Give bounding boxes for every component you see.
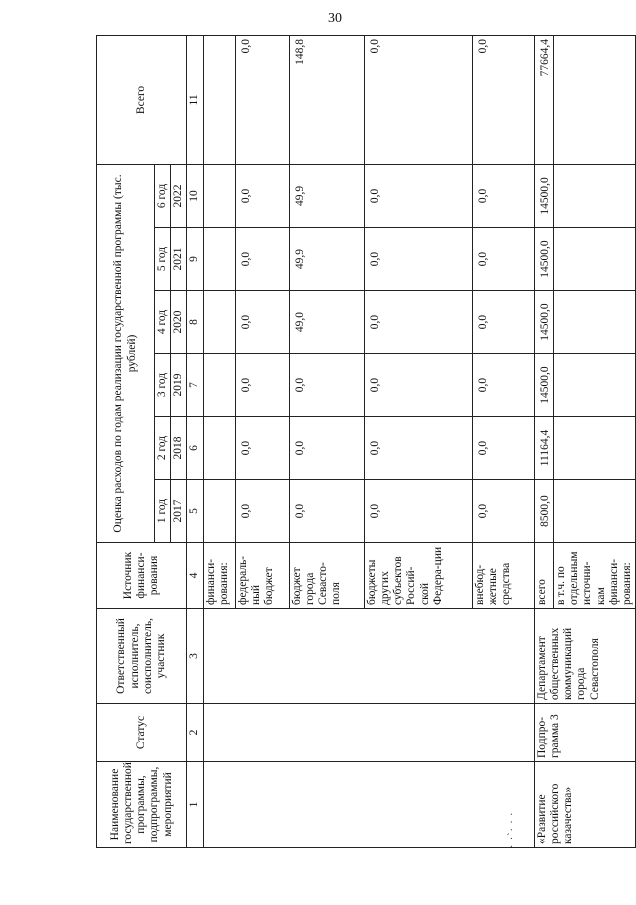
- total-cell: [203, 35, 235, 164]
- value-cell: 49,9: [289, 228, 364, 291]
- value-cell: 0,0: [364, 291, 472, 354]
- header-year: 2021: [171, 228, 187, 291]
- column-number: 6: [187, 417, 203, 480]
- header-year-label: 3 год: [155, 354, 171, 417]
- value-cell: [203, 291, 235, 354]
- value-cell: 0,0: [235, 354, 289, 417]
- column-number: 2: [187, 704, 203, 762]
- column-number: 9: [187, 228, 203, 291]
- value-cell: 0,0: [472, 228, 534, 291]
- header-year-label: 1 год: [155, 480, 171, 543]
- value-cell: 0,0: [289, 480, 364, 543]
- header-estimate: Оценка расходов по годам реализации государственной программы (тыс. рублей): [97, 164, 155, 542]
- program-executor-cell: [203, 609, 534, 704]
- value-cell: 0,0: [364, 354, 472, 417]
- value-cell: 0,0: [472, 291, 534, 354]
- value-cell: 0,0: [472, 480, 534, 543]
- total-cell: [553, 35, 635, 164]
- column-number: 4: [187, 543, 203, 609]
- value-cell: 14500,0: [534, 291, 553, 354]
- total-cell: 0,0: [472, 35, 534, 164]
- value-cell: 14500,0: [534, 354, 553, 417]
- source-cell: внебюд-жетные средства: [472, 543, 534, 609]
- value-cell: [553, 164, 635, 227]
- source-cell: в т.ч. по отдельным источни-кам финанси-рования:: [553, 543, 635, 609]
- value-cell: 49,0: [289, 291, 364, 354]
- financing-table: [96, 35, 636, 848]
- column-numbers-row: [187, 35, 203, 847]
- column-number: 3: [187, 609, 203, 704]
- header-executor: Ответственный исполнитель, соисполнитель, участник: [97, 609, 187, 704]
- header-year-label: 2 год: [155, 417, 171, 480]
- subprogram-row: [534, 35, 553, 847]
- source-cell: финанси-рования:: [203, 543, 235, 609]
- value-cell: 0,0: [235, 164, 289, 227]
- value-cell: 49,9: [289, 164, 364, 227]
- value-cell: 0,0: [289, 354, 364, 417]
- value-cell: [553, 480, 635, 543]
- source-cell: федераль-ный бюджет: [235, 543, 289, 609]
- value-cell: 0,0: [289, 417, 364, 480]
- value-cell: [553, 354, 635, 417]
- page-number: 30: [328, 11, 342, 26]
- margin-marks: · ·`· · ·: [507, 811, 518, 848]
- value-cell: 11164,4: [534, 417, 553, 480]
- value-cell: [203, 164, 235, 227]
- header-year: 2022: [171, 164, 187, 227]
- value-cell: 14500,0: [534, 228, 553, 291]
- column-number: 1: [187, 762, 203, 848]
- column-number: 7: [187, 354, 203, 417]
- value-cell: 0,0: [472, 417, 534, 480]
- value-cell: [553, 228, 635, 291]
- total-cell: 148,8: [289, 35, 364, 164]
- value-cell: 0,0: [235, 291, 289, 354]
- source-cell: бюджет города Севасто-поля: [289, 543, 364, 609]
- value-cell: 0,0: [472, 164, 534, 227]
- value-cell: [203, 417, 235, 480]
- value-cell: 0,0: [235, 417, 289, 480]
- total-cell: 0,0: [364, 35, 472, 164]
- value-cell: [203, 354, 235, 417]
- source-cell: всего: [534, 543, 553, 609]
- header-year: 2018: [171, 417, 187, 480]
- value-cell: [553, 291, 635, 354]
- header-status: Статус: [97, 704, 187, 762]
- subprogram-executor: Департамент общественных коммуникаций города Севастополя: [534, 609, 636, 704]
- value-cell: [203, 480, 235, 543]
- header-total: Всего: [97, 35, 187, 164]
- value-cell: [553, 417, 635, 480]
- value-cell: 0,0: [472, 354, 534, 417]
- column-number: 8: [187, 291, 203, 354]
- header-year-label: 5 год: [155, 228, 171, 291]
- column-number: 5: [187, 480, 203, 543]
- value-cell: [203, 228, 235, 291]
- source-cell: бюджеты других субъектов Россий-ской Федера-ции: [364, 543, 472, 609]
- value-cell: 0,0: [364, 228, 472, 291]
- value-cell: 0,0: [364, 480, 472, 543]
- value-cell: 0,0: [364, 164, 472, 227]
- value-cell: 0,0: [364, 417, 472, 480]
- program-status-cell: [203, 704, 534, 762]
- total-cell: 77664,4: [534, 35, 553, 164]
- table-row: [203, 35, 235, 847]
- value-cell: 0,0: [235, 480, 289, 543]
- total-cell: 0,0: [235, 35, 289, 164]
- value-cell: 14500,0: [534, 164, 553, 227]
- header-year: 2019: [171, 354, 187, 417]
- rotated-table-container: [96, 36, 633, 848]
- header-year-label: 4 год: [155, 291, 171, 354]
- header-year: 2020: [171, 291, 187, 354]
- header-year: 2017: [171, 480, 187, 543]
- header-source: Источник финанси-рования: [97, 543, 187, 609]
- subprogram-status: Подпро-грамма 3: [534, 704, 636, 762]
- column-number: 10: [187, 164, 203, 227]
- header-name: Наименование государственной программы, подпрограммы, мероприятий: [97, 762, 187, 848]
- header-year-label: 6 год: [155, 164, 171, 227]
- subprogram-name: «Развитие российского казачества»: [534, 762, 636, 848]
- value-cell: 8500,0: [534, 480, 553, 543]
- column-number: 11: [187, 35, 203, 164]
- program-name-cell: [203, 762, 534, 848]
- value-cell: 0,0: [235, 228, 289, 291]
